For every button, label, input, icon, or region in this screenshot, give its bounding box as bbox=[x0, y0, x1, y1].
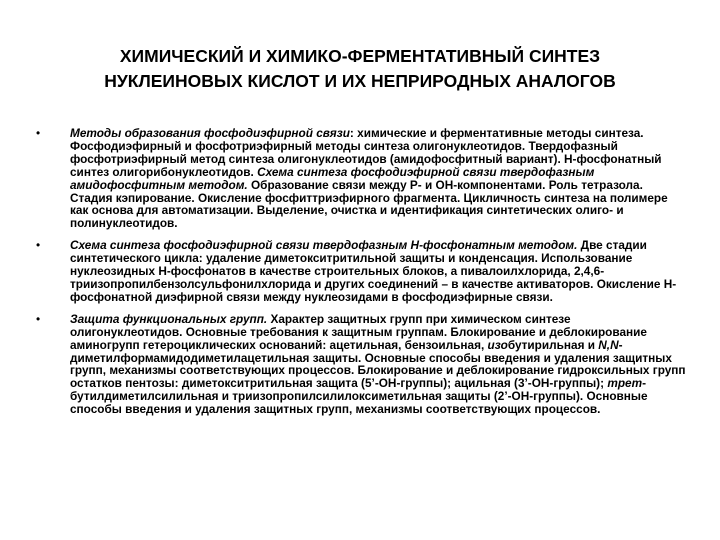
item-text: Образование связи между Р- и ОН-компонентами. Роль тетразола. Стадия кэпирование. Окисление фосфиттриэфирного фрагмента. Цикличность синтеза на полимере как основа для автоматизации. Выделение, очистка и идентификация синтетических олиго- и полинуклеотидов. bbox=[70, 177, 668, 231]
bullet-icon: • bbox=[36, 311, 41, 326]
item-text: -диметилформамидодиметилацетильная защиты. Основные способы введения и удаления защитных групп, механизмы соответствующих процессов. Блокирование и деблокирование гидроксильных групп остатков пентозы: диметокситритильная защита (5’-ОН-группы); ацильная (3’-ОН-группы); bbox=[70, 337, 686, 391]
item-text: Две стадии синтетического цикла: удаление диметокситритильной защиты и конденсация. Использование нуклеозидных Н-фосфонатов в качестве строительных блоков, а пивалоилхлорида, 2,4,6-триизопропилбензолсульфонилхлорида и других соединений – в качестве активаторов. Окисление Н-фосфонатной диэфирной связи между нуклеозидами в фосфодиэфирные связи. bbox=[70, 238, 677, 304]
item-text: бутирильная и bbox=[507, 337, 599, 352]
item-emphasis: N,N bbox=[598, 337, 619, 352]
item-text: -бутилдиметилсилильная и триизопропилсилилоксиметильная защиты (2’-ОН-группы). Основные способы введения и удаления защитных групп, механизмы соответствующих процессов. bbox=[70, 376, 648, 417]
bullet-list bbox=[36, 127, 686, 425]
item-emphasis: трет bbox=[607, 376, 643, 391]
item-text: : химические и ферментативные методы синтеза. Фосфодиэфирный и фосфотриэфирный методы синтеза олигонуклеотидов. Твердофазный фосфотриэфирный метод синтеза олигонуклеотидов (амидофосфитный вариант). Н-фосфонатный синтез олигорибонуклеотидов. bbox=[70, 126, 662, 179]
title-line-2: НУКЛЕИНОВЫХ КИСЛОТ И ИХ НЕПРИРОДНЫХ АНАЛОГОВ bbox=[104, 71, 616, 91]
bullet-item-h-phosphonate-scheme bbox=[36, 239, 686, 304]
bullet-icon: • bbox=[36, 238, 41, 253]
item-heading: Методы образования фосфодиэфирной связи bbox=[70, 126, 350, 140]
item-heading: Защита функциональных групп. bbox=[70, 311, 268, 326]
bullet-item-protecting-groups bbox=[36, 313, 686, 416]
item-emphasis: изо bbox=[487, 337, 508, 352]
item-emphasis: Схема синтеза фосфодиэфирной связи твердофазным амидофосфитным методом. bbox=[70, 164, 595, 192]
bullet-item-phosphodiester-methods bbox=[36, 127, 686, 230]
item-text: Характер защитных групп при химическом синтезе олигонуклеотидов. Основные требования к защитным группам. Блокирование и деблокирование аминогрупп гетероциклических оснований: ацетильная, бензоильная, bbox=[70, 311, 647, 352]
page-title bbox=[40, 44, 680, 94]
title-line-1: ХИМИЧЕСКИЙ И ХИМИКО-ФЕРМЕНТАТИВНЫЙ СИНТЕЗ bbox=[119, 46, 601, 66]
bullet-icon: • bbox=[36, 126, 41, 140]
item-heading: Схема синтеза фосфодиэфирной связи твердофазным Н-фосфонатным методом. bbox=[70, 238, 578, 253]
